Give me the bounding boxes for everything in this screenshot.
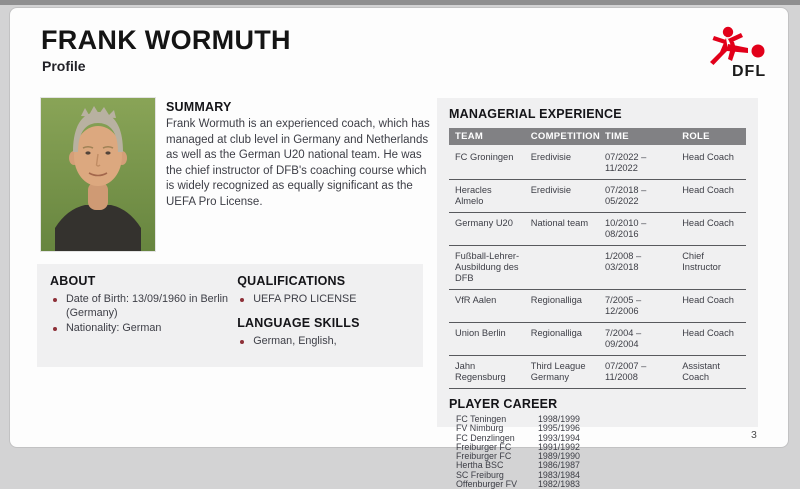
experience-panel bbox=[437, 98, 758, 489]
table-row bbox=[449, 290, 746, 323]
role-cell: Head Coach bbox=[682, 328, 734, 338]
season: 1993/1994 bbox=[538, 432, 580, 443]
table-row bbox=[449, 180, 746, 213]
portrait-illustration bbox=[41, 98, 155, 251]
column-header-team: TEAM bbox=[455, 131, 484, 142]
about-item: Date of Birth: 13/09/1960 in Berlin (Germany) bbox=[66, 293, 229, 319]
column-header-role: ROLE bbox=[682, 131, 710, 142]
season: 1986/1987 bbox=[538, 460, 580, 471]
managerial-experience-table bbox=[449, 128, 746, 389]
slide bbox=[9, 7, 789, 489]
team-cell: Jahn Regensburg bbox=[455, 361, 506, 382]
club-name: Offenburger FV bbox=[456, 479, 518, 489]
dfl-logo bbox=[698, 20, 780, 80]
summary-text: Frank Wormuth is an experienced coach, which has managed at club level in Germany and Netherlands as well as the German U20 national team. He was the chief instructor of DFB's coaching course which is widely recognized as equally significant as the UEFA Pro License. bbox=[166, 118, 430, 208]
time-cell: 07/2018 – 05/2022 bbox=[604, 185, 647, 206]
qualifications-heading: QUALIFICATIONS bbox=[237, 274, 346, 288]
table-row bbox=[449, 213, 746, 246]
team-cell: Fußball-Lehrer-Ausbildung des DFB bbox=[455, 251, 520, 283]
time-cell: 7/2005 – 12/2006 bbox=[604, 295, 642, 316]
dfl-player-kick-icon bbox=[698, 20, 780, 80]
summary-section bbox=[166, 100, 430, 211]
svg-text:DFL: DFL bbox=[732, 63, 767, 80]
role-cell: Head Coach bbox=[682, 218, 734, 228]
team-cell: FC Groningen bbox=[455, 152, 514, 162]
bullet-dot bbox=[240, 298, 244, 302]
bullet-dot bbox=[53, 327, 57, 331]
table-row bbox=[449, 147, 746, 180]
language-skills-heading: LANGUAGE SKILLS bbox=[237, 315, 360, 330]
language-item: German, English, bbox=[253, 334, 337, 347]
managerial-experience-heading: MANAGERIAL EXPERIENCE bbox=[449, 107, 622, 121]
page-number: 3 bbox=[751, 429, 757, 441]
column-header-time: TIME bbox=[604, 131, 629, 142]
list-item bbox=[50, 293, 237, 320]
bullet-dot bbox=[240, 340, 244, 344]
table-row bbox=[449, 323, 746, 356]
table-header-row bbox=[449, 128, 746, 145]
player-career-heading: PLAYER CAREER bbox=[449, 397, 558, 411]
time-cell: 07/2022 – 11/2022 bbox=[604, 152, 647, 173]
season: 1983/1984 bbox=[538, 469, 580, 480]
profile-photo bbox=[41, 98, 155, 251]
competition-cell: Eredivisie bbox=[530, 185, 572, 195]
page-subtitle: Profile bbox=[42, 58, 86, 74]
column-header-competition: COMPETITION bbox=[530, 131, 601, 142]
about-panel bbox=[37, 264, 423, 367]
time-cell: 7/2004 – 09/2004 bbox=[604, 328, 642, 349]
role-cell: Head Coach bbox=[682, 152, 734, 162]
player-career-list bbox=[449, 415, 746, 489]
season: 1998/1999 bbox=[538, 414, 580, 424]
role-cell: Head Coach bbox=[682, 295, 734, 305]
list-item bbox=[237, 293, 410, 307]
qualifications-column bbox=[237, 274, 410, 359]
role-cell: Assistant Coach bbox=[682, 361, 720, 382]
list-item bbox=[237, 335, 410, 349]
photo-top-edge bbox=[0, 0, 800, 5]
club-name: FC Denzlingen bbox=[456, 432, 515, 443]
about-heading: ABOUT bbox=[50, 274, 96, 288]
list-item bbox=[50, 322, 237, 336]
time-cell: 1/2008 – 03/2018 bbox=[604, 251, 642, 272]
competition-cell bbox=[525, 251, 599, 284]
competition-cell: National team bbox=[530, 218, 589, 228]
summary-heading: SUMMARY bbox=[166, 100, 232, 114]
team-cell: Heracles Almelo bbox=[455, 185, 492, 206]
table-row bbox=[449, 246, 746, 290]
season: 1995/1996 bbox=[538, 423, 580, 434]
season: 1989/1990 bbox=[538, 451, 580, 462]
competition-cell: Regionalliga bbox=[530, 295, 582, 305]
team-cell: Germany U20 bbox=[455, 218, 513, 228]
competition-cell: Regionalliga bbox=[530, 328, 582, 338]
team-cell: VfR Aalen bbox=[455, 295, 497, 305]
team-cell: Union Berlin bbox=[455, 328, 506, 338]
season: 1982/1983 bbox=[538, 479, 580, 489]
season: 1991/1992 bbox=[538, 441, 580, 452]
role-cell: Chief Instructor bbox=[682, 251, 721, 272]
bullet-dot bbox=[53, 298, 57, 302]
club-name: FC Teningen bbox=[456, 414, 507, 424]
about-item: Nationality: German bbox=[66, 322, 162, 335]
time-cell: 07/2007 – 11/2008 bbox=[604, 361, 647, 382]
time-cell: 10/2010 – 08/2016 bbox=[604, 218, 647, 239]
competition-cell: Eredivisie bbox=[530, 152, 572, 162]
club-name: FV Nimburg bbox=[456, 423, 504, 434]
list-item bbox=[456, 480, 746, 489]
club-name: Hertha BSC bbox=[456, 460, 504, 471]
table-row bbox=[449, 356, 746, 389]
club-name: Freiburger FC bbox=[456, 441, 512, 452]
qualification-item: UEFA PRO LICENSE bbox=[253, 293, 357, 305]
club-name: SC Freiburg bbox=[456, 469, 504, 480]
competition-cell: Third League Germany bbox=[530, 361, 586, 382]
page-title: FRANK WORMUTH bbox=[41, 25, 291, 55]
club-name: Freiburger FC bbox=[456, 451, 512, 462]
about-column bbox=[50, 274, 237, 359]
role-cell: Head Coach bbox=[682, 185, 734, 195]
